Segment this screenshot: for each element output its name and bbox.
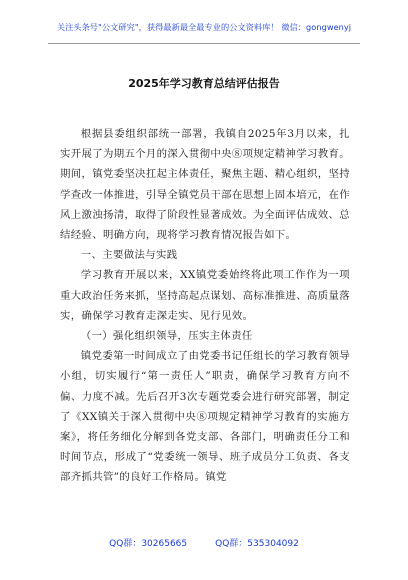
paragraph-intro: 根据县委组织部统一部署，我镇自2025年3月以来，扎实开展了为期五个月的深入贯彻中央⑧项规定精神学习教育。期间，镇党委坚决扛起主体责任，聚焦主题、精心组织，坚持学查改一体推进，引导全镇党员干部在思想上固本培元，在作风上激浊扬清，取得了阶段性显著成效。为全面评估成效、总结经验、明确方向，现将学习教育情况报告如下。 [60,128,350,242]
footer-qq-group-1: QQ群：30265665 [109,539,188,549]
header-banner: 关注头条号"公文研究"，获得最新最全最专业的公文资料库！ 微信：gongwenyj [56,22,352,32]
footer-qq-group-2: QQ群：535304092 [215,539,299,549]
paragraph-overview: 学习教育开展以来，XX镇党委始终将此项工作作为一项重大政治任务来抓，坚持高起点谋划、高标准推进、高质量落实，确保学习教育走深走实、见行见效。 [60,269,350,322]
section-heading-main-practices: 一、主要做法与实践 [80,249,178,262]
document-body [60,124,350,488]
footer-contact [0,536,408,549]
header-divider [48,43,360,44]
paragraph-leadership: 镇党委第一时间成立了由党委书记任组长的学习教育领导小组，切实履行“第一责任人”职责，确保学习教育方向不偏、力度不减。先后召开3次专题党委会进行研究部署，制定了《XX镇关于深入贯彻中央⑧项规定精神学习教育的实施方案》，将任务细化分解到各党支部、各部门，明确责任分工和时间节点，形成了“党委统一领导、班子成员分工负责、各支部齐抓共管”的良好工作格局。镇党 [60,350,350,484]
subsection-heading-organization: （一）强化组织领导，压实主体责任 [80,330,253,343]
document-title: 2025年学习教育总结评估报告 [128,77,280,90]
